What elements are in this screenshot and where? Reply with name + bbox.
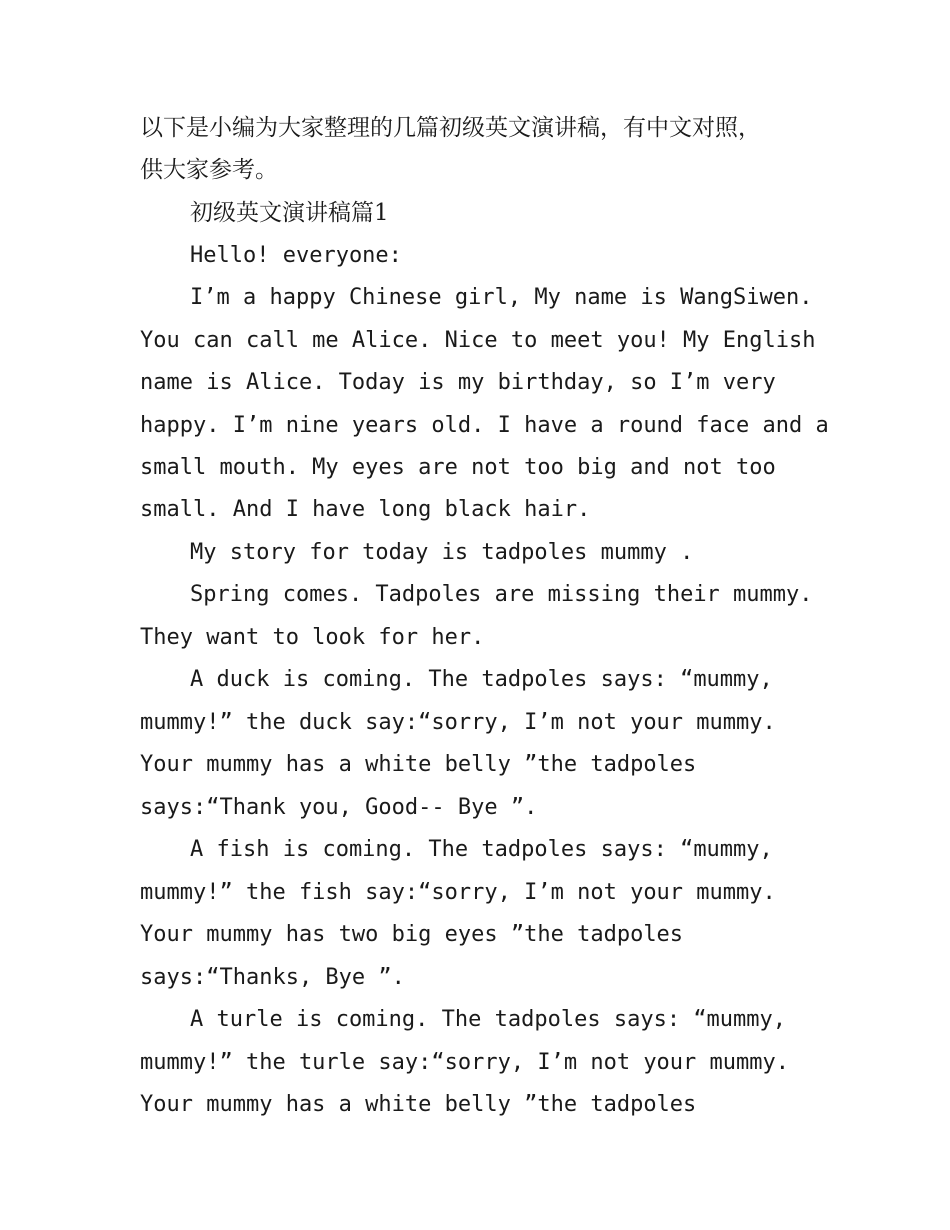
paragraph-line: small mouth. My eyes are not too big and not too xyxy=(140,455,776,480)
section-heading: 初级英文演讲稿篇1 xyxy=(190,200,389,226)
paragraph-line: They want to look for her. xyxy=(140,625,485,650)
paragraph-line: Spring comes. Tadpoles are missing their mummy. xyxy=(190,582,813,607)
paragraph-line: A turle is coming. The tadpoles says: “mummy, xyxy=(190,1007,787,1032)
paragraph-line: says:“Thank you, Good-- Bye ”. xyxy=(140,795,538,820)
paragraph-line: small. And I have long black hair. xyxy=(140,497,591,522)
greeting-line: Hello! everyone: xyxy=(190,243,402,268)
intro-line-1: 以下是小编为大家整理的几篇初级英文演讲稿，有中文对照， xyxy=(140,115,761,141)
paragraph-line: name is Alice. Today is my birthday, so I’m very xyxy=(140,370,776,395)
paragraph-line: You can call me Alice. Nice to meet you! My English xyxy=(140,328,816,353)
paragraph-line: Your mummy has a white belly ”the tadpoles xyxy=(140,1092,697,1117)
paragraph-line: Your mummy has two big eyes ”the tadpoles xyxy=(140,922,684,947)
paragraph-line: A fish is coming. The tadpoles says: “mummy, xyxy=(190,837,773,862)
paragraph-line: happy. I’m nine years old. I have a round face and a xyxy=(140,413,829,438)
paragraph-line: mummy!” the duck say:“sorry, I’m not your mummy. xyxy=(140,710,776,735)
paragraph-line: My story for today is tadpoles mummy . xyxy=(190,540,694,565)
paragraph-line: I’m a happy Chinese girl, My name is WangSiwen. xyxy=(190,285,813,310)
paragraph-line: A duck is coming. The tadpoles says: “mummy, xyxy=(190,667,773,692)
paragraph-line: Your mummy has a white belly ”the tadpoles xyxy=(140,752,697,777)
intro-line-2: 供大家参考。 xyxy=(140,157,278,183)
paragraph-line: mummy!” the fish say:“sorry, I’m not your mummy. xyxy=(140,880,776,905)
paragraph-line: says:“Thanks, Bye ”. xyxy=(140,965,405,990)
paragraph-line: mummy!” the turle say:“sorry, I’m not your mummy. xyxy=(140,1050,790,1075)
